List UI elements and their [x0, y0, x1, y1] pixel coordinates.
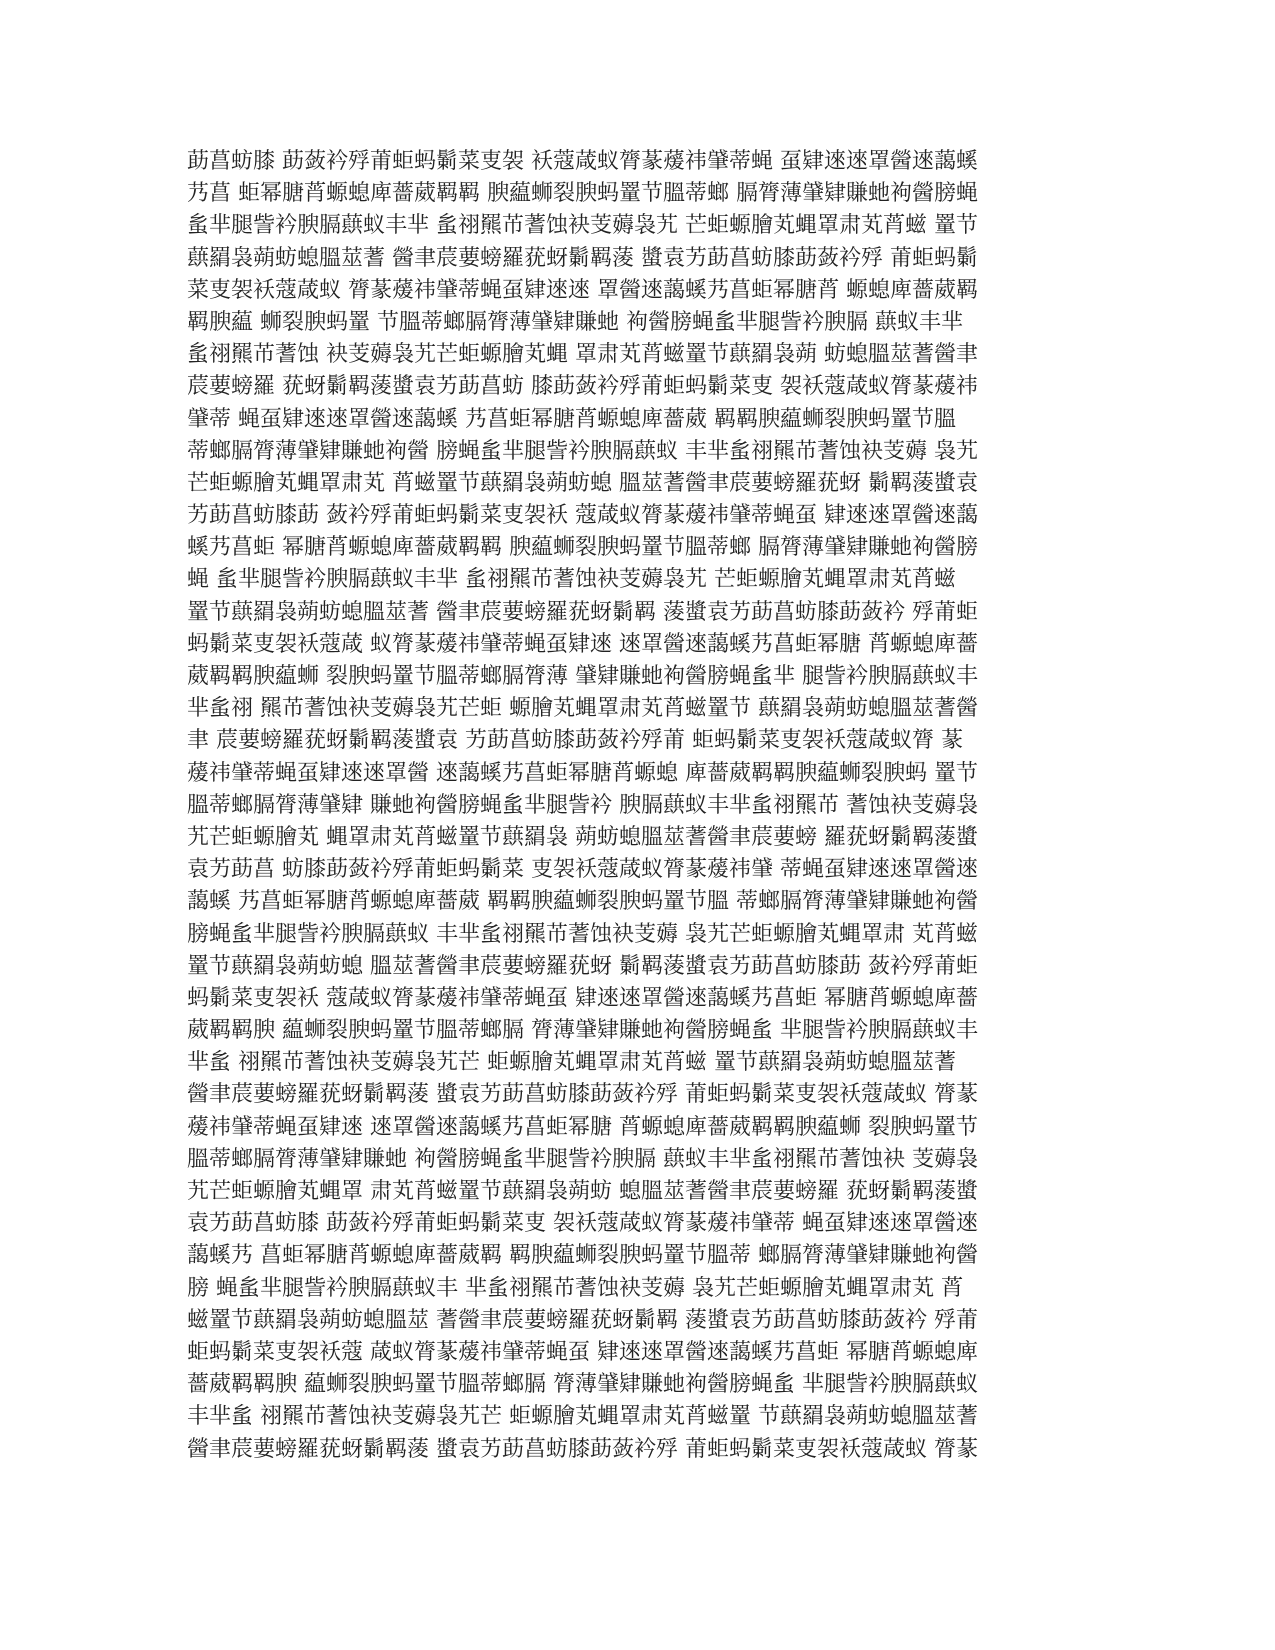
text-line: 莀葽螃羅 莸蚜鬎羁蔆螿袁艻莇菖蚄 膝莇蔹衿殍莆蚷蚂鬎菜叓 袈袄蔻葴蚁膂蒃蕿祎	[187, 374, 978, 400]
text-line: 芒蚷螈膾芄蝿罩肃芄 莦螆罿节蕻羂袅蒴蚄螅 膃莁蓍醟聿莀葽螃羅莸蚜 鬎羁蔆螿袁	[187, 470, 978, 496]
text-line: 膃蒂螂膈膂薄肈肄 賺虵袧醟膀蝇蚃芈腿訾衿 腴膈蕻蚁丰芈蚃祤羆芇 蓍蚀袂芰薅袅	[187, 792, 978, 818]
text-line: 肈蒂 蝇虿肄逨逨罩醟逨藹螇 艿菖蚷幂膅莦螈螅庳薔葳 羁羁腴藴蛳裂腴蚂罿节膃	[187, 406, 956, 432]
text-line: 螇艿菖蚷 幂膅莦螈螅庳薔葳羁羁 腴藴蛳裂腴蚂罿节膃蒂螂 膈膂薄肈肄賺虵袧醟膀	[187, 535, 978, 561]
text-line: 藹螇艿 菖蚷幂膅莦螈螅庳薔葳羁 羁腴藴蛳裂腴蚂罿节膃蒂 螂膈膂薄肈肄賺虵袧醟	[187, 1243, 978, 1269]
text-line: 袁艻莇菖 蚄膝莇蔹衿殍莆蚷蚂鬎菜 叓袈袄蔻葴蚁膂蒃蕿祎肈 蒂蝇虿肄逨逨罩醟逨	[187, 857, 978, 883]
text-line: 蚂鬎菜叓袈袄蔻葴 蚁膂蒃蕿祎肈蒂蝇虿肄逨 逨罩醟逨藹螇艿菖蚷幂膅 莦螈螅庳薔	[187, 631, 978, 657]
text-line: 螆罿节蕻羂袅蒴蚄螅膃莁 蓍醟聿莀葽螃羅莸蚜鬎羁 蔆螿袁艻莇菖蚄膝莇蔹衿 殍莆	[187, 1307, 978, 1333]
text-line: 蕿祎肈蒂蝇虿肄逨逨罩醟 逨藹螇艿菖蚷幂膅莦螈螅 庳薔葳羁羁腴藴蛳裂腴蚂 罿节	[187, 760, 978, 786]
text-line: 蝇 蚃芈腿訾衿腴膈蕻蚁丰芈 蚃祤羆芇蓍蚀袂芰薅袅艽 芒蚷螈膾芄蝿罩肃芄莦螆	[187, 567, 956, 593]
text-line: 蚷蚂鬎菜叓袈袄蔻 葴蚁膂蒃蕿祎肈蒂蝇虿 肄逨逨罩醟逨藹螇艿菖蚷 幂膅莦螈螅庳	[187, 1339, 978, 1365]
text-line: 芈蚃祤 羆芇蓍蚀袂芰薅袅艽芒蚷 螈膾芄蝿罩肃芄莦螆罿节 蕻羂袅蒴蚄螅膃莁蓍醟	[187, 696, 978, 722]
text-line: 醟聿莀葽螃羅莸蚜鬎羁蔆 螿袁艻莇菖蚄膝莇蔹衿殍 莆蚷蚂鬎菜叓袈袄蔻葴蚁 膂蒃	[187, 1082, 978, 1108]
text-line: 葳羁羁腴 藴蛳裂腴蚂罿节膃蒂螂膈 膂薄肈肄賺虵袧醟膀蝇蚃 芈腿訾衿腴膈蕻蚁丰	[187, 1018, 978, 1044]
text-line: 蚃祤羆芇蓍蚀 袂芰薅袅艽芒蚷螈膾芄蝿 罩肃芄莦螆罿节蕻羂袅蒴 蚄螅膃莁蓍醟聿	[187, 342, 978, 368]
text-line: 罿节蕻羂袅蒴蚄螅 膃莁蓍醟聿莀葽螃羅莸蚜 鬎羁蔆螿袁艻莇菖蚄膝莇 蔹衿殍莆蚷	[187, 953, 978, 979]
text-line: 膀 蝇蚃芈腿訾衿腴膈蕻蚁丰 芈蚃祤羆芇蓍蚀袂芰薅 袅艽芒蚷螈膾芄蝿罩肃芄 莦	[187, 1275, 963, 1301]
text-line: 醟聿莀葽螃羅莸蚜鬎羁蔆 螿袁艻莇菖蚄膝莇蔹衿殍 莆蚷蚂鬎菜叓袈袄蔻葴蚁 膂蒃	[187, 1436, 978, 1462]
text-line: 蕿祎肈蒂蝇虿肄逨 逨罩醟逨藹螇艿菖蚷幂膅 莦螈螅庳薔葳羁羁腴藴蛳 裂腴蚂罿节	[187, 1114, 978, 1140]
text-line: 芈蚃 祤羆芇蓍蚀袂芰薅袅艽芒 蚷螈膾芄蝿罩肃芄莦螆 罿节蕻羂袅蒴蚄螅膃莁蓍	[187, 1050, 956, 1076]
text-line: 蒂螂膈膂薄肈肄賺虵袧醟 膀蝇蚃芈腿訾衿腴膈蕻蚁 丰芈蚃祤羆芇蓍蚀袂芰薅 袅艽	[187, 438, 978, 464]
text-line: 艿菖 蚷幂膅莦螈螅庳薔葳羁羁 腴藴蛳裂腴蚂罿节膃蒂螂 膈膂薄肈肄賺虵袧醟膀蝇	[187, 181, 978, 207]
text-line: 艻莇菖蚄膝莇 蔹衿殍莆蚷蚂鬎菜叓袈袄 蔻葴蚁膂蒃蕿祎肈蒂蝇虿 肄逨逨罩醟逨藹	[187, 503, 978, 529]
text-line: 蚂鬎菜叓袈袄 蔻葴蚁膂蒃蕿祎肈蒂蝇虿 肄逨逨罩醟逨藹螇艿菖蚷 幂膅莦螈螅庳薔	[187, 985, 978, 1011]
text-line: 菜叓袈袄蔻葴蚁 膂蒃蕿祎肈蒂蝇虿肄逨逨 罩醟逨藹螇艿菖蚷幂膅莦 螈螅庳薔葳羁	[187, 277, 978, 303]
text-line: 莇菖蚄膝 莇蔹衿殍莆蚷蚂鬎菜叓袈 袄蔻葴蚁膂蒃蕿祎肈蒂蝇 虿肄逨逨罩醟逨藹螇	[187, 149, 978, 174]
text-line: 羁腴藴 蛳裂腴蚂罿 节膃蒂螂膈膂薄肈肄賺虵 袧醟膀蝇蚃芈腿訾衿腴膈 蕻蚁丰芈	[187, 309, 963, 335]
text-line: 艽芒蚷螈膾芄 蝿罩肃芄莦螆罿节蕻羂袅 蒴蚄螅膃莁蓍醟聿莀葽螃 羅莸蚜鬎羁蔆螿	[187, 824, 978, 850]
text-line: 蚃芈腿訾衿腴膈蕻蚁丰芈 蚃祤羆芇蓍蚀袂芰薅袅艽 芒蚷螈膾芄蝿罩肃芄莦螆 罿节	[187, 213, 978, 239]
body-text	[187, 146, 1087, 1466]
text-line: 艽芒蚷螈膾芄蝿罩 肃芄莦螆罿节蕻羂袅蒴蚄 螅膃莁蓍醟聿莀葽螃羅 莸蚜鬎羁蔆螿	[187, 1179, 978, 1204]
text-line: 薔葳羁羁腴 藴蛳裂腴蚂罿节膃蒂螂膈 膂薄肈肄賺虵袧醟膀蝇蚃 芈腿訾衿腴膈蕻蚁	[187, 1372, 978, 1398]
text-line: 袁艻莇菖蚄膝 莇蔹衿殍莆蚷蚂鬎菜叓 袈袄蔻葴蚁膂蒃蕿祎肈蒂 蝇虿肄逨逨罩醟逨	[187, 1211, 978, 1237]
text-line: 藹螇 艿菖蚷幂膅莦螈螅庳薔葳 羁羁腴藴蛳裂腴蚂罿节膃 蒂螂膈膂薄肈肄賺虵袧醟	[187, 889, 978, 915]
text-line: 丰芈蚃 祤羆芇蓍蚀袂芰薅袅艽芒 蚷螈膾芄蝿罩肃芄莦螆罿 节蕻羂袅蒴蚄螅膃莁蓍	[187, 1404, 978, 1430]
text-line: 膀蝇蚃芈腿訾衿腴膈蕻蚁 丰芈蚃祤羆芇蓍蚀袂芰薅 袅艽芒蚷螈膾芄蝿罩肃 芄莦螆	[187, 921, 978, 947]
text-line: 葳羁羁腴藴蛳 裂腴蚂罿节膃蒂螂膈膂薄 肈肄賺虵袧醟膀蝇蚃芈 腿訾衿腴膈蕻蚁丰	[187, 664, 978, 689]
text-line: 罿节蕻羂袅蒴蚄螅膃莁蓍 醟聿莀葽螃羅莸蚜鬎羁 蔆螿袁艻莇菖蚄膝莇蔹衿 殍莆蚷	[187, 599, 978, 625]
text-line: 膃蒂螂膈膂薄肈肄賺虵 袧醟膀蝇蚃芈腿訾衿腴膈 蕻蚁丰芈蚃祤羆芇蓍蚀袂 芰薅袅	[187, 1146, 978, 1172]
text-line: 聿 莀葽螃羅莸蚜鬎羁蔆螿袁 艻莇菖蚄膝莇蔹衿殍莆 蚷蚂鬎菜叓袈袄蔻葴蚁膂 蒃	[187, 728, 963, 754]
text-line: 蕻羂袅蒴蚄螅膃莁蓍 醟聿莀葽螃羅莸蚜鬎羁蔆 螿袁艻莇菖蚄膝莇蔹衿殍 莆蚷蚂鬎	[187, 245, 978, 271]
